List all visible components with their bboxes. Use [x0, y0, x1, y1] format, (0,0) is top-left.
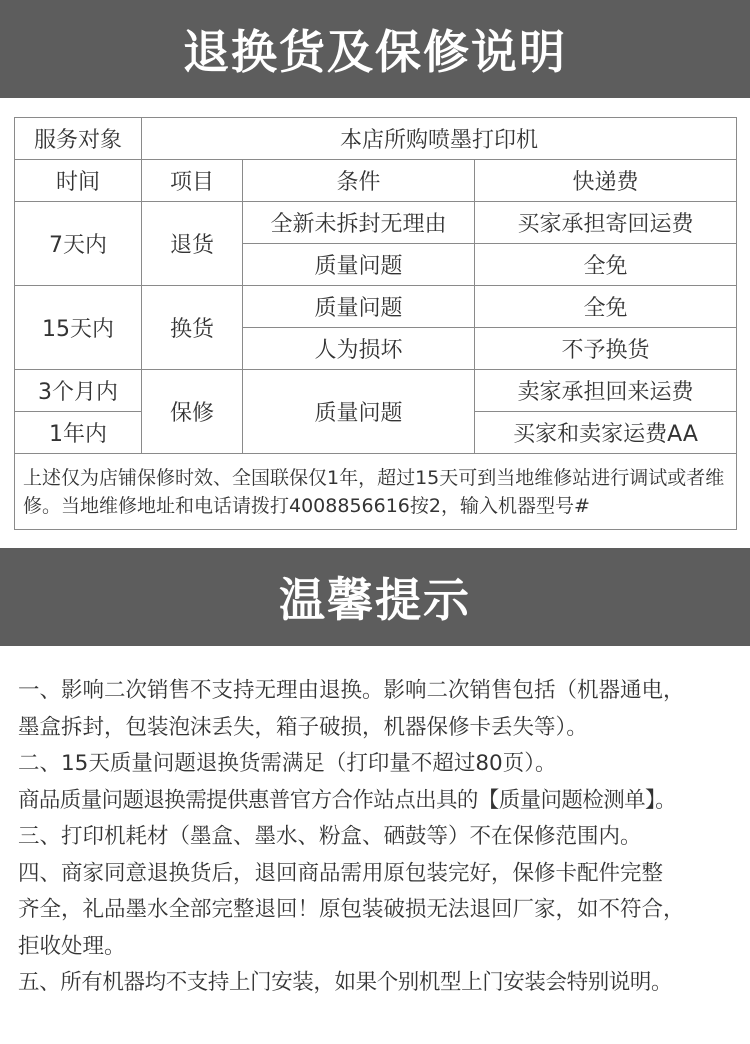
item-cell-exchange: 换货: [142, 286, 243, 370]
tip-line: 拒收处理。: [18, 933, 126, 959]
item-cell-warranty: 保修: [142, 370, 243, 454]
time-cell-1year: 1年内: [15, 412, 142, 454]
column-header-time: 时间: [15, 160, 142, 202]
policy-title: 退换货及保修说明: [183, 25, 567, 79]
condition-cell: 全新未拆封无理由: [243, 202, 475, 244]
tip-line: 四、商家同意退换货后，退回商品需用原包装完好，保修卡配件完整: [18, 860, 664, 886]
shipping-cell: 全免: [475, 244, 737, 286]
condition-cell: 质量问题: [243, 370, 475, 454]
table-row: [15, 118, 737, 160]
condition-cell: 人为损坏: [243, 328, 475, 370]
warranty-note: 上述仅为店铺保修时效、全国联保仅1年，超过15天可到当地维修站进行调试或者维修。当地维修地址和电话请拨打4008856616按2，输入机器型号#: [15, 454, 737, 530]
tip-line: 商品质量问题退换需提供惠普官方合作站点出具的【质量问题检测单】。: [18, 787, 677, 813]
tip-line: 三、打印机耗材（墨盒、墨水、粉盒、硒鼓等）不在保修范围内。: [18, 824, 642, 849]
tip-line: 一、影响二次销售不支持无理由退换。影响二次销售包括（机器通电，: [18, 678, 685, 703]
service-label-cell: 服务对象: [15, 118, 142, 160]
condition-cell: 质量问题: [243, 286, 475, 328]
shipping-cell: 不予换货: [475, 328, 737, 370]
return-policy-table: [14, 117, 737, 530]
time-cell-15days: 15天内: [15, 286, 142, 370]
service-value-cell: 本店所购喷墨打印机: [142, 118, 737, 160]
table-row: [15, 286, 737, 328]
condition-cell: 质量问题: [243, 244, 475, 286]
shipping-cell: 全免: [475, 286, 737, 328]
tips-header-banner: [0, 548, 750, 646]
policy-header-banner: [0, 0, 750, 98]
column-header-shipping: 快递费: [475, 160, 737, 202]
table-header-row: [15, 160, 737, 202]
tips-title: 温馨提示: [279, 573, 471, 627]
tip-line: 二、15天质量问题退换货需满足（打印量不超过80页）。: [18, 751, 557, 776]
tips-section: [18, 673, 738, 1002]
time-cell-7days: 7天内: [15, 202, 142, 286]
tip-line: 五、所有机器均不支持上门安装，如果个别机型上门安装会特别说明。: [18, 970, 673, 995]
table-row: [15, 370, 737, 412]
column-header-item: 项目: [142, 160, 243, 202]
time-cell-3months: 3个月内: [15, 370, 142, 412]
table-row: [15, 202, 737, 244]
shipping-cell: 买家承担寄回运费: [475, 202, 737, 244]
tip-line: 齐全，礼品墨水全部完整退回！原包装破损无法退回厂家，如不符合，: [18, 897, 685, 922]
shipping-cell: 卖家承担回来运费: [475, 370, 737, 412]
shipping-cell: 买家和卖家运费AA: [475, 412, 737, 454]
table-row: [15, 454, 737, 530]
column-header-condition: 条件: [243, 160, 475, 202]
tip-line: 墨盒拆封，包装泡沫丢失，箱子破损，机器保修卡丢失等）。: [18, 714, 588, 740]
item-cell-return: 退货: [142, 202, 243, 286]
